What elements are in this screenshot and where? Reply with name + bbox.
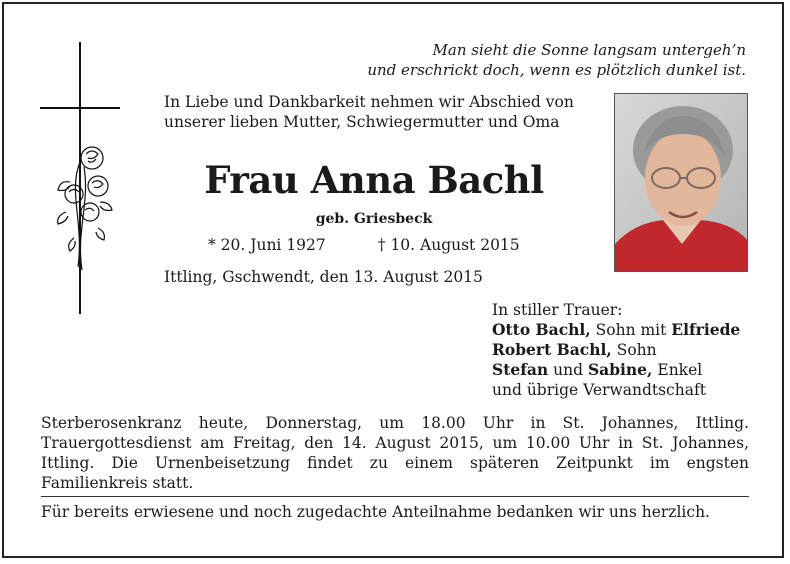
service-info: Sterberosenkranz heute, Donnerstag, um 18.00 Uhr in St. Johannes, Ittling. Trauergottesdienst am Freitag, den 14. August 2015, um 10.00 Uhr in St. Johannes, Ittling. Die Urnenbeisetzung findet zu einem späteren Zeitpunkt im engsten Familienkreis statt.: [41, 414, 749, 492]
motto-line-2: und erschrickt doch, wenn es plötzlich dunkel ist.: [367, 61, 746, 79]
maiden-name: geb. Griesbeck: [315, 211, 433, 227]
place-date: Ittling, Gschwendt, den 13. August 2015: [164, 268, 483, 286]
motto-line-1: Man sieht die Sonne langsam untergeh’n: [432, 41, 746, 59]
mourner-line-2: Robert Bachl, Sohn: [492, 340, 657, 359]
life-dates: [208, 236, 520, 254]
portrait-photo: [614, 93, 748, 272]
birth-date: * 20. Juni 1927: [208, 236, 326, 254]
mourners-list: [492, 300, 740, 400]
cross-with-roses-icon: [40, 42, 122, 317]
motto-quote: [367, 40, 746, 80]
mourner-line-4: und übrige Verwandtschaft: [492, 381, 706, 399]
mourners-heading: In stiller Trauer:: [492, 301, 623, 319]
death-date: † 10. August 2015: [377, 236, 520, 254]
divider: [41, 496, 749, 497]
thanks-text: Für bereits erwiesene und noch zugedachte Anteilnahme bedanken wir uns herzlich.: [41, 503, 710, 521]
deceased-name: Frau Anna Bachl: [204, 158, 544, 202]
mourner-line-3: Stefan und Sabine, Enkel: [492, 360, 703, 379]
intro-text: In Liebe und Dankbarkeit nehmen wir Abschied von unserer lieben Mutter, Schwiegermutter und Oma: [164, 93, 574, 131]
mourner-line-1: Otto Bachl, Sohn mit Elfriede: [492, 320, 741, 339]
